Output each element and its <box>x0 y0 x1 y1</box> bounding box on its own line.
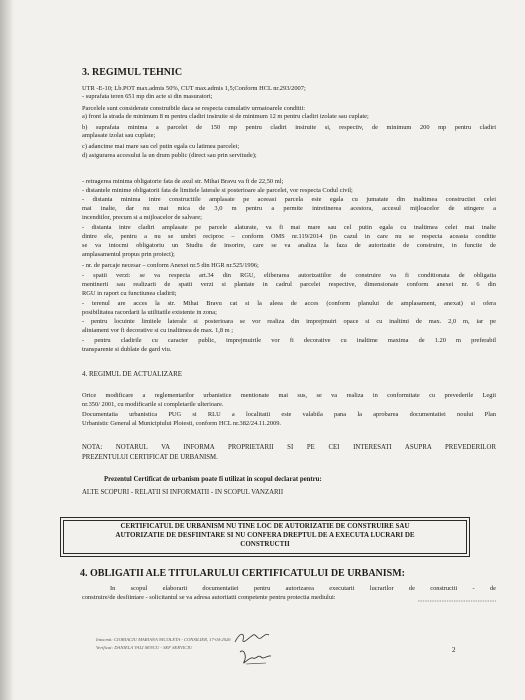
text-line: - nr. de parcaje necesar – conform Anexei nr.5 din HGR nr.525/1996; <box>82 262 259 269</box>
text-line: In scopul elaborarii documentatiei pentru autorizarea executarii lucrarilor de constructii - de <box>110 585 496 592</box>
text-line: - suprafata teren 651 mp din acte si din masuratori; <box>82 93 213 100</box>
nota-line: PREZENTULUI CERTIFICAT DE URBANISM. <box>82 454 218 461</box>
text-line: Documentatia urbanistica PUG si RLU a localitatii este valabila pana la aprobarea documentatiei noului Plan <box>82 411 496 418</box>
text-line: posibilitatea racordarii la utilitatile existente in zona; <box>82 309 217 316</box>
section-obligatii-title: 4. OBLIGATII ALE TITULARULUI CERTIFICATULUI DE URBANISM: <box>80 568 405 579</box>
text-line: amplasamentul propus prin proiect); <box>82 251 175 258</box>
text-line: Urbanistic General al Municipiului Ploiesti, conform HCL nr.382/24.11.2009. <box>82 420 282 427</box>
text-line: mai inalte, dar nu mai mica de 3,0 m pentru a permite intretinerea acestora, accesul mijloacelor de stingere a <box>82 205 496 212</box>
text-line: - distanta minima intre constructiile amplasate pe aceeasi parcela este egala cu jumatate din inaltimea constructiei celei <box>82 196 496 203</box>
text-line: - pentru cladirile cu caracter public, imprejmuirile vor fi decorative cu inaltime maxima de 1.20 m preferabil <box>82 337 496 344</box>
scope-heading: Prezentul Certificat de urbanism poate fi utilizat in scopul declarat pentru: <box>104 476 322 483</box>
text-line: - terenul are acces la str. Mihai Bravu cat si la aleea de acces (conform planului de amplasament, anexat) si ofera <box>82 300 496 307</box>
signature-2-icon <box>238 646 274 668</box>
verified-by: Verificat: DANIELA VALI SENCU - SEF SERVICIU <box>96 645 193 650</box>
text-line: construire/de desfiintare - solicitantul se va adresa autoritatii competente pentru protectia mediului: <box>82 594 336 601</box>
prepared-by: Intocmit: CIORIACIU MARIANA NICOLETA - CONSILIER, 17-04-2026 <box>96 637 231 642</box>
text-line: incendiilor, precum si a mijloacelor de salvare; <box>82 214 202 221</box>
text-line: c) adancime mai mare sau cel putin egala cu latimea parcelei; <box>82 143 240 150</box>
text-line: aliniament vor fi decorative si cu inaltimea de max. 1,8 m ; <box>82 327 234 334</box>
text-line: Parcelele sunt considerate construibile daca se respecta cumulativ urmatoarele conditii: <box>82 105 306 112</box>
warning-line: CONSTRUCTII <box>240 540 290 548</box>
text-line: - retragerea minima obligatorie fata de axul str. Mihai Bravu va fi de 22,50 ml; <box>82 178 284 185</box>
warning-line: AUTORIZATIE DE DESFIINTARE SI NU CONFERA DREPTUL DE A EXECUTA LUCRARI DE <box>115 531 415 539</box>
signature-1-icon <box>232 628 272 648</box>
section-3-title: 3. REGIMUL TEHNIC <box>82 67 183 78</box>
text-line: RGU in raport cu functiunea cladirii; <box>82 290 177 297</box>
text-line: Orice modificare a reglementarilor urbanistice mentionate mai sus, se va realiza in conformitate cu prevederile Legii <box>82 392 496 399</box>
text-line: mentinerii sau realizarii de spatii verzi si plantate in cadrul parcelei respective, dimensionate conform anexei nr. 6 din <box>82 281 496 288</box>
text-line: UTR -E-10; Lb.POT max.admis 50%, CUT max.admis 1,5;Conform HCL nr.293/2007; <box>82 85 306 92</box>
text-line: nr.350/ 2001, cu modificarile si completarile ulterioare. <box>82 401 224 408</box>
text-line: d) asigurarea accesului la un drum public (direct sau prin servitude); <box>82 152 257 159</box>
section-4-title: 4. REGIMUL DE ACTUALIZARE <box>82 370 183 378</box>
warning-line: CERTIFICATUL DE URBANISM NU TINE LOC DE AUTORIZATIE DE CONSTRUIRE SAU <box>120 522 410 530</box>
text-line: - distantele minime obligatorii fata de limitele laterale si posterioare ale parcelei, vor respecta Codul civil; <box>82 187 353 194</box>
text-line: - pentru locuinte limitele laterale si posterioara se vor realiza din imprejmuiri opace si cu inaltimi de max. 2,0 m, iar pe <box>82 318 496 325</box>
page-number: 2 <box>452 646 456 654</box>
text-line: b) suprafata minima a parcelei de 150 mp pentru cladiri insiruite si, respectiv, de minimum 200 mp pentru cladiri <box>82 124 496 131</box>
text-line: - spatii verzi: se va respecta art.34 din RGU, eliberarea autorizatiilor de construire va fi conditionata de obligatia <box>82 272 496 279</box>
text-line: - distanta intre cladiri amplasate pe parcele alaturate, va fi mai mare sau cel putin egala cu inaltimea celei mai inalte <box>82 224 496 231</box>
text-line: a) front la strada de minimum 8 m pentru cladiri insiruite si de minimum 12 m pentru cladiri izolate sau cuplate; <box>82 113 369 120</box>
text-line: amplasate izolat sau cuplate; <box>82 132 156 139</box>
nota-line: NOTA: NOTARUL VA INFORMA PROPRIETARII SI PE CEI INTERESATI ASUPRA PREVEDERILOR <box>82 444 496 451</box>
text-line: transparente si dublate de gard viu. <box>82 346 172 353</box>
text-line: dintre ele, pentru a nu se umbri reciproc – conform OMS nr.119/2014 (in cazul in care nu se respecta aceasta conditie <box>82 233 496 240</box>
text-line: se va intocmi obligatoriu un Studiu de insorire, care se va analiza la faza de autorizatie de construire, in functie de <box>82 242 496 249</box>
scope-value: ALTE SCOPURI - RELATII SI INFORMATII - IN SCOPUL VANZARII <box>82 489 284 496</box>
